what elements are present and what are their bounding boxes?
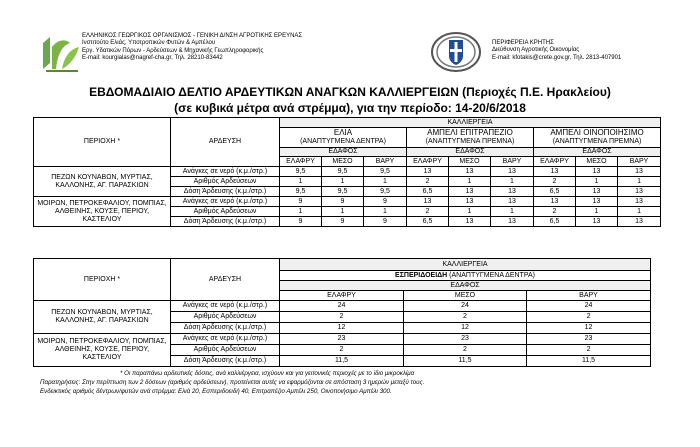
region-cell: ΜΟΙΡΩΝ, ΠΕΤΡΟΚΕΦΑΛΙΟΥ, ΠΟΜΠΙΑΣ, ΑΛΘΕΙΝΗΣ, ΚΟΥΣΕ, ΠΕΡΙΟΥ, ΚΑΣΤΕΛΙΟΥ	[34, 197, 171, 227]
value-cell: 24	[280, 301, 404, 312]
value-cell: 2	[404, 312, 527, 323]
value-cell: 6,5	[407, 187, 449, 197]
org-line: E-mail: kourgialas@nagref-cha.gr, Τηλ. 28210-83442	[82, 55, 223, 62]
org-line: Εργ. Υδατικών Πόρων - Αρδεύσεων & Μηχανικής Γεωπληροφορικής	[82, 47, 264, 54]
measure-label: Αριθμός Αρδεύσεων	[171, 207, 280, 217]
irrigation-header: ΑΡΔΕΥΣΗ	[171, 259, 280, 301]
value-cell: 1	[322, 177, 364, 187]
value-cell: 13	[576, 167, 618, 177]
table-row	[34, 197, 661, 207]
soil-header: ΕΔΑΦΟΣ	[280, 281, 651, 291]
value-cell: 6,5	[534, 187, 576, 197]
soil-heavy: ΒΑΡΥ	[527, 291, 651, 301]
value-cell: 13	[491, 197, 534, 207]
value-cell: 9,5	[322, 187, 364, 197]
value-cell: 13	[491, 217, 534, 227]
value-cell: 6,5	[534, 217, 576, 227]
soil-medium: ΜΕΣΟ	[322, 157, 364, 167]
value-cell: 1	[449, 207, 491, 217]
soil-header: ΕΔΑΦΟΣ	[534, 148, 661, 157]
value-cell: 1	[364, 177, 407, 187]
value-cell: 2	[407, 207, 449, 217]
value-cell: 13	[449, 167, 491, 177]
footnote-plant-density: Ενδεικτικός αριθμός δέντρων/φυτών ανά στρέμμα: Ελιά 20, Εσπεριδοειδή 40, Επιτραπέζιο Αμπέλι 250, Οινοποιήσιμο Αμπέλι 300.	[40, 388, 392, 395]
irrigation-header: ΑΡΔΕΥΣΗ	[171, 118, 280, 167]
value-cell: 9,5	[280, 167, 322, 177]
value-cell: 24	[404, 301, 527, 312]
soil-medium: ΜΕΣΟ	[404, 291, 527, 301]
soil-light: ΕΛΑΦΡΥ	[280, 291, 404, 301]
region-info	[492, 40, 621, 62]
value-cell: 13	[449, 187, 491, 197]
org-line: Ινστιτούτο Ελιάς, Υποτροπικών Φυτών & Αμπέλου	[82, 40, 216, 47]
value-cell: 13	[618, 197, 661, 207]
measure-label: Δόση Άρδευσης (κ.μ./στρ.)	[171, 323, 280, 334]
value-cell: 23	[280, 334, 404, 345]
value-cell: 13	[618, 187, 661, 197]
value-cell: 6,5	[407, 217, 449, 227]
value-cell: 13	[534, 167, 576, 177]
region-line: E-mail: kfotakis@crete.gov.gr, Τηλ. 2813-407901	[492, 54, 622, 61]
region-header: ΠΕΡΙΟΧΗ *	[34, 118, 171, 167]
soil-heavy: ΒΑΡΥ	[364, 157, 407, 167]
value-cell: 24	[527, 301, 651, 312]
value-cell: 2	[407, 177, 449, 187]
soil-header: ΕΔΑΦΟΣ	[280, 148, 407, 157]
measure-label: Ανάγκες σε νερό (κ.μ./στρ.)	[171, 301, 280, 312]
measure-label: Δόση Άρδευσης (κ.μ./στρ.)	[171, 187, 280, 197]
footnote-regions: * Οι παραπάνω αρδευτικές δόσεις, ανά καλλιέργεια, ισχύουν και για γειτονικές περιοχές με το ίδιο μικροκλίμα	[120, 370, 415, 377]
value-cell: 13	[449, 217, 491, 227]
region-cell: ΜΟΙΡΩΝ, ΠΕΤΡΟΚΕΦΑΛΙΟΥ, ΠΟΜΠΙΑΣ, ΑΛΘΕΙΝΗΣ, ΚΟΥΣΕ, ΠΕΡΙΟΥ, ΚΑΣΤΕΛΙΟΥ	[34, 334, 171, 367]
value-cell: 1	[491, 207, 534, 217]
crop-name: ΑΜΠΕΛΙ ΕΠΙΤΡΑΠΕΖΙΟ	[427, 128, 513, 137]
value-cell: 9,5	[280, 187, 322, 197]
crop-sub: (ΑΝΑΠΤΥΓΜΕΝΑ ΔΕΝΤΡΑ)	[300, 138, 386, 145]
value-cell: 23	[404, 334, 527, 345]
measure-label: Ανάγκες σε νερό (κ.μ./στρ.)	[171, 197, 280, 207]
region-cell: ΠΕΖΩΝ ΚΟΥΝΑΒΩΝ, ΜΥΡΤΙΑΣ, ΚΑΛΛΟΝΗΣ, ΑΓ. ΠΑΡΑΣΚΙΩΝ	[34, 301, 171, 334]
value-cell: 1	[280, 207, 322, 217]
value-cell: 2	[534, 207, 576, 217]
value-cell: 2	[280, 345, 404, 356]
crop-name: ΕΛΙΑ	[333, 128, 353, 137]
table-row	[34, 334, 651, 345]
value-cell: 1	[449, 177, 491, 187]
soil-medium: ΜΕΣΟ	[449, 157, 491, 167]
value-cell: 1	[618, 177, 661, 187]
crop-name: ΑΜΠΕΛΙ ΟΙΝΟΠΟΙΗΣΙΜΟ	[550, 128, 644, 137]
region-cell: ΠΕΖΩΝ ΚΟΥΝΑΒΩΝ, ΜΥΡΤΙΑΣ, ΚΑΛΛΟΝΗΣ, ΑΓ. ΠΑΡΑΣΚΙΩΝ	[34, 167, 171, 197]
value-cell: 13	[576, 187, 618, 197]
crops-header: ΚΑΛΛΙΕΡΓΕΙΑ	[280, 118, 661, 128]
measure-label: Αριθμός Αρδεύσεων	[171, 177, 280, 187]
value-cell: 9	[364, 217, 407, 227]
value-cell: 13	[491, 167, 534, 177]
value-cell: 13	[618, 167, 661, 177]
leaf-logo-icon	[40, 33, 82, 73]
value-cell: 13	[491, 187, 534, 197]
region-line: Διεύθυνση Αγροτικής Οικονομίας	[492, 47, 580, 54]
value-cell: 9,5	[364, 167, 407, 177]
crops-header: ΚΑΛΛΙΕΡΓΕΙΑ	[280, 259, 651, 271]
page-title: ΕΒΔΟΜΑΔΙΑΙΟ ΔΕΛΤΙΟ ΑΡΔΕΥΤΙΚΩΝ ΑΝΑΓΚΩΝ ΚΑΛΛΙΕΡΓΕΙΩΝ (Περιοχές Π.Ε. Ηρακλείου)	[89, 85, 611, 99]
crop-sub: (ΑΝΑΠΤΥΓΜΕΝΑ ΔΕΝΤΡΑ)	[447, 271, 535, 279]
value-cell: 13	[618, 217, 661, 227]
value-cell: 11,5	[527, 356, 651, 367]
value-cell: 1	[322, 207, 364, 217]
value-cell: 2	[527, 312, 651, 323]
soil-heavy: ΒΑΡΥ	[491, 157, 534, 167]
value-cell: 1	[618, 207, 661, 217]
value-cell: 9	[322, 217, 364, 227]
measure-label: Αριθμός Αρδεύσεων	[171, 345, 280, 356]
soil-heavy: ΒΑΡΥ	[618, 157, 661, 167]
value-cell: 13	[576, 197, 618, 207]
value-cell: 13	[449, 197, 491, 207]
value-cell: 9	[364, 197, 407, 207]
soil-medium: ΜΕΣΟ	[576, 157, 618, 167]
value-cell: 2	[280, 312, 404, 323]
value-cell: 9,5	[322, 167, 364, 177]
org-line: ΕΛΛΗΝΙΚΟΣ ΓΕΩΡΓΙΚΟΣ ΟΡΓΑΝΙΣΜΟΣ - ΓΕΝΙΚΗ Δ/ΝΣΗ ΑΓΡΟΤΙΚΗΣ ΕΡΕΥΝΑΣ	[82, 33, 303, 39]
value-cell: 9,5	[364, 187, 407, 197]
crop-olive-header	[280, 128, 407, 148]
table2-body	[34, 301, 651, 367]
irrigation-table-citrus	[33, 258, 651, 367]
value-cell: 1	[280, 177, 322, 187]
crop-sub: (ΑΝΑΠΤΥΓΜΕΝΑ ΠΡΕΜΝΑ)	[425, 138, 515, 145]
institute-logo	[40, 33, 82, 73]
soil-header: ΕΔΑΦΟΣ	[407, 148, 534, 157]
value-cell: 12	[527, 323, 651, 334]
measure-label: Ανάγκες σε νερό (κ.μ./στρ.)	[171, 167, 280, 177]
value-cell: 12	[404, 323, 527, 334]
value-cell: 13	[407, 197, 449, 207]
crop-sub: (ΑΝΑΠΤΥΓΜΕΝΑ ΠΡΕΜΝΑ)	[552, 138, 642, 145]
crop-table-grape-header	[407, 128, 534, 148]
measure-label: Δόση Άρδευσης (κ.μ./στρ.)	[171, 356, 280, 367]
soil-light: ΕΛΑΦΡΥ	[407, 157, 449, 167]
crop-wine-grape-header	[534, 128, 661, 148]
value-cell: 2	[534, 177, 576, 187]
value-cell: 12	[280, 323, 404, 334]
value-cell: 11,5	[280, 356, 404, 367]
value-cell: 13	[576, 217, 618, 227]
value-cell: 13	[407, 167, 449, 177]
value-cell: 13	[534, 197, 576, 207]
soil-light: ΕΛΑΦΡΥ	[280, 157, 322, 167]
value-cell: 23	[527, 334, 651, 345]
value-cell: 9	[280, 217, 322, 227]
region-header: ΠΕΡΙΟΧΗ *	[34, 259, 171, 301]
value-cell: 2	[527, 345, 651, 356]
region-line: ΠΕΡΙΦΕΡΕΙΑ ΚΡΗΤΗΣ	[492, 40, 554, 46]
irrigation-table-main	[33, 117, 661, 227]
measure-label: Αριθμός Αρδεύσεων	[171, 312, 280, 323]
value-cell: 2	[404, 345, 527, 356]
institute-info	[82, 33, 302, 63]
greek-emblem-icon	[430, 31, 482, 73]
value-cell: 11,5	[404, 356, 527, 367]
value-cell: 9	[322, 197, 364, 207]
crop-name: ΕΣΠΕΡΙΔΟΕΙΔΗ	[395, 271, 448, 279]
footnote-remarks: Παρατηρήσεις: Στην περίπτωση των 2 δόσεων (αριθμός αρδεύσεων), προτείνεται αυτές να εφαρμόζονται σε απόσταση 3 ημερών μεταξύ τους.	[40, 379, 425, 386]
value-cell: 1	[364, 207, 407, 217]
table1-body	[34, 167, 661, 227]
value-cell: 1	[576, 207, 618, 217]
value-cell: 1	[491, 177, 534, 187]
measure-label: Ανάγκες σε νερό (κ.μ./στρ.)	[171, 334, 280, 345]
soil-light: ΕΛΑΦΡΥ	[534, 157, 576, 167]
page-subtitle: (σε κυβικά μέτρα ανά στρέμμα), για την περίοδο: 14-20/6/2018	[174, 101, 526, 115]
measure-label: Δόση Άρδευσης (κ.μ./στρ.)	[171, 217, 280, 227]
crop-citrus-header	[280, 271, 651, 281]
value-cell: 1	[576, 177, 618, 187]
table-row	[34, 167, 661, 177]
value-cell: 9	[280, 197, 322, 207]
table-row	[34, 301, 651, 312]
